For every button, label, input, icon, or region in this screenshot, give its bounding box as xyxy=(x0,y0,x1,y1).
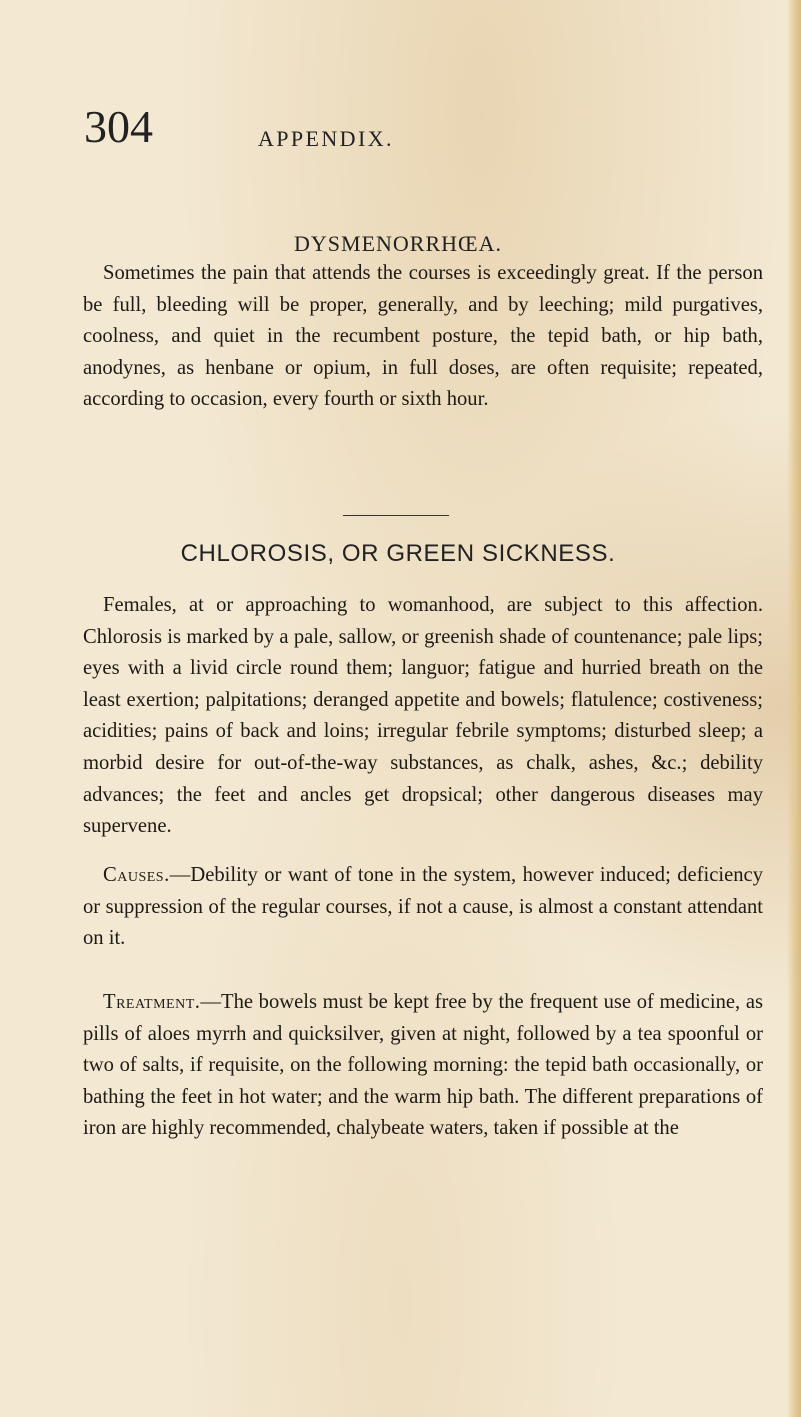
paragraph-dysmenorrhoea: Sometimes the pain that attends the courses is exceedingly great. If the person be full, bleeding will be proper, generally, and by leeching; mild purgatives, coolness, and quiet in the recumbent posture, the tepid bath, or hip bath, anodynes, as henbane or opium, in full doses, are often requisite; repeated, according to occasion, every fourth or sixth hour. xyxy=(83,262,763,411)
causes-text: —Debility or want of tone in the system, however induced; deficiency or suppression of the regular courses, if not a cause, is almost a constant attendant on it. xyxy=(83,864,763,950)
causes-label: Causes. xyxy=(103,864,170,886)
treatment-label: Treatment. xyxy=(103,991,201,1013)
running-head: APPENDIX. xyxy=(258,126,394,151)
section-title-chlorosis: CHLOROSIS, OR GREEN SICKNESS. xyxy=(180,540,616,567)
paragraph-treatment xyxy=(83,987,763,1145)
paragraph-causes xyxy=(83,860,763,955)
paragraph-chlorosis-description: Females, at or approaching to womanhood, are subject to this affection. Chlorosis is marked by a pale, sallow, or greenish shade of countenance; pale lips; eyes with a livid circle round them; languor; fatigue and hurried breath on the least exertion; palpitations; deranged appetite and bowels; flatulence; costiveness; acidities; pains of back and loins; irregular febrile symptoms; disturbed sleep; a morbid desire for out-of-the-way substances, as chalk, ashes, &c.; debility advances; the feet and ancles get dropsical; other dangerous diseases may supervene. xyxy=(83,594,763,838)
treatment-text: —The bowels must be kept free by the frequent use of medicine, as pills of aloes myrrh and quicksilver, given at night, followed by a tea spoonful or two of salts, if requisite, on the following morning: the tepid bath occasionally, or bathing the feet in hot water; and the warm hip bath. The different preparations of iron are highly recommended, chalybeate waters, taken if possible at the xyxy=(83,991,763,1140)
page-number: 304 xyxy=(84,101,153,152)
section-title-dysmenorrhoea: DYSMENORRHŒA. xyxy=(294,231,502,256)
page-edge xyxy=(787,0,801,1417)
section-divider xyxy=(343,515,449,516)
